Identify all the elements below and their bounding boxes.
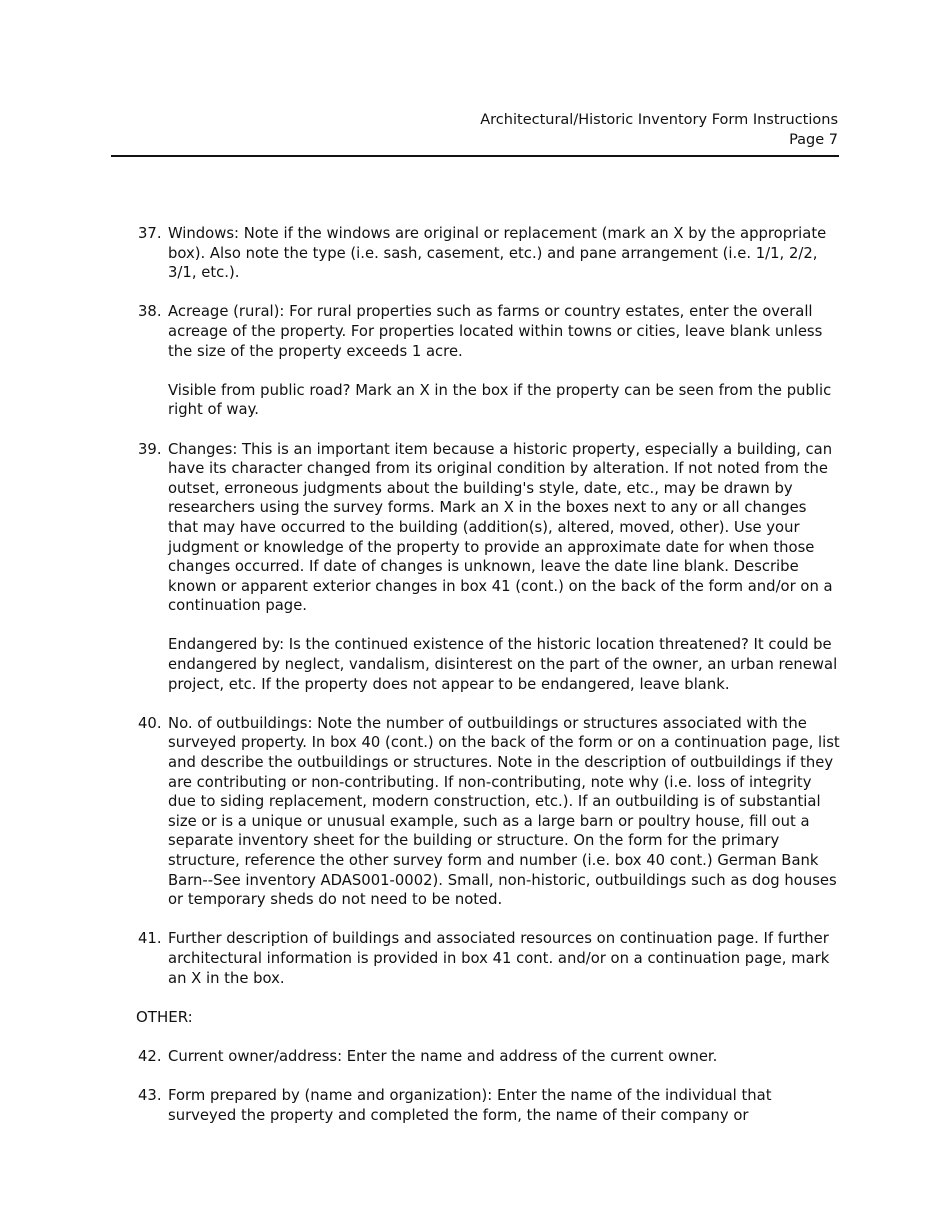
instruction-item — [138, 929, 840, 988]
item-paragraph: Current owner/address: Enter the name and address of the current owner. — [168, 1047, 718, 1065]
item-paragraph: Form prepared by (name and organization): Enter the name of the individual that surveyed the property and completed the form, the name of their company or — [168, 1087, 772, 1124]
instruction-item — [138, 302, 840, 420]
instructions-body — [138, 224, 840, 1145]
item-number: 39. — [138, 440, 162, 458]
instruction-item — [138, 1047, 840, 1067]
section-heading-other: OTHER: — [136, 1007, 193, 1026]
item-paragraph: Acreage (rural): For rural properties such as farms or country estates, enter the overall acreage of the property. For properties located within towns or cities, leave blank unless the size of the property exceeds 1 acre. — [168, 303, 823, 360]
item-paragraph: Endangered by: Is the continued existence of the historic location threatened? It could be endangered by neglect, vandalism, disinterest on the part of the owner, an urban renewal project, etc. If the property does not appear to be endangered, leave blank. — [168, 636, 838, 693]
item-paragraph: Windows: Note if the windows are original or replacement (mark an X by the appropriate box). Also note the type (i.e. sash, casement, etc.) and pane arrangement (i.e. 1/1, 2/2, 3/1, etc.). — [168, 225, 827, 282]
header-rule — [111, 155, 839, 157]
document-title: Architectural/Historic Inventory Form Instructions — [480, 112, 838, 128]
item-number: 41. — [138, 930, 162, 948]
item-number: 37. — [138, 225, 162, 242]
instruction-list — [138, 224, 840, 988]
instruction-item — [138, 440, 840, 695]
instruction-list-other — [138, 1047, 840, 1125]
page-number: Page 7 — [789, 131, 838, 148]
instruction-item — [138, 224, 840, 283]
item-paragraph: Visible from public road? Mark an X in the box if the property can be seen from the public right of way. — [168, 381, 832, 419]
item-number: 40. — [138, 714, 162, 732]
page-header — [480, 111, 838, 150]
item-paragraph: No. of outbuildings: Note the number of outbuildings or structures associated with the surveyed property. In box 40 (cont.) on the back of the form or on a continuation page, list and describe the outbuildings or structures. Note in the description of outbuildings if they are contributing or non-contributing. If non-contributing, note why (i.e. loss of integrity due to siding replacement, modern construction, etc.). If an outbuilding is of substantial size or is a unique or unusual example, such as a large barn or poultry house, fill out a separate inventory sheet for the building or structure. On the form for the primary structure, reference the other survey form and number (i.e. box 40 cont.) German Bank Barn--See inventory ADAS001-0002). Small, non-historic, outbuildings such as dog houses or temporary sheds do not need to be noted. — [168, 714, 840, 909]
item-paragraph: Further description of buildings and associated resources on continuation page. If further architectural information is provided in box 41 cont. and/or on a continuation page, mark an X in the box. — [168, 930, 830, 987]
item-number: 43. — [138, 1087, 162, 1105]
item-number: 38. — [138, 303, 162, 321]
instruction-item — [138, 714, 840, 910]
item-paragraph: Changes: This is an important item because a historic property, especially a building, can have its character changed from its original condition by alteration. If not noted from the outset, erroneous judgments about the building's style, date, etc., may be drawn by researchers using the survey forms. Mark an X in the boxes next to any or all changes that may have occurred to the building (addition(s), altered, moved, other). Use your judgment or knowledge of the property to provide an approximate date for when those changes occurred. If date of changes is unknown, leave the date line blank. Describe known or apparent exterior changes in box 41 (cont.) on the back of the form and/or on a continuation page. — [168, 440, 833, 615]
instruction-item — [138, 1086, 840, 1125]
item-number: 42. — [138, 1047, 162, 1065]
